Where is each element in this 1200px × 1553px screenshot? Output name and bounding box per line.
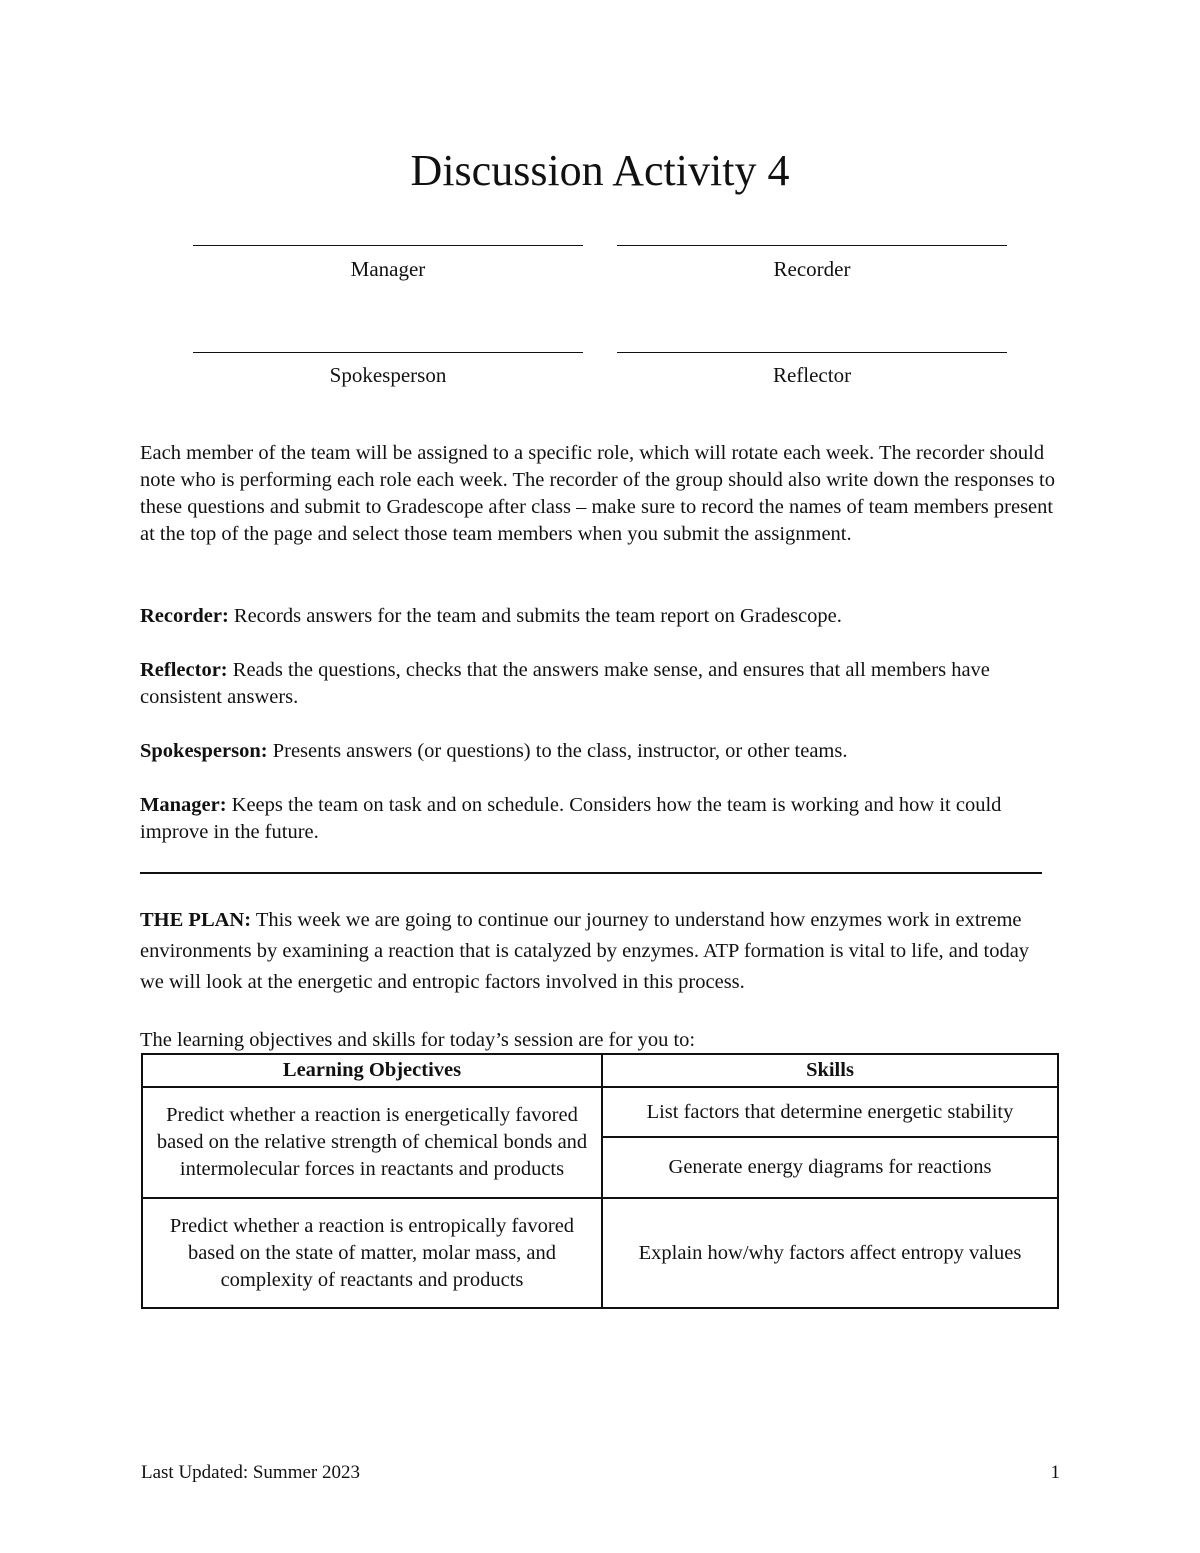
section-divider [140,872,1042,874]
recorder-label: Recorder [773,257,851,281]
table-header-row [142,1054,1058,1087]
role-text: Reads the questions, checks that the answers make sense, and ensures that all members have consistent answers. [140,659,990,708]
table-row [142,1198,1058,1308]
page-title: Discussion Activity 4 [410,146,790,195]
plan-paragraph [140,905,1055,998]
plan-label: THE PLAN: [140,909,252,931]
objectives-intro: The learning objectives and skills for today’s session are for you to: [140,1029,696,1051]
role-text: Keeps the team on task and on schedule. Considers how the team is working and how it could improve in the future. [140,794,1002,843]
manager-signature-line[interactable] [193,245,583,246]
footer-last-updated: Last Updated: Summer 2023 [141,1462,360,1483]
objective-cell: Predict whether a reaction is entropically favored based on the state of matter, molar mass, and complexity of reactants and products [142,1198,602,1308]
role-manager-description [140,792,1055,846]
objectives-table [141,1053,1059,1309]
role-reflector-description [140,657,1055,711]
header-skills: Skills [602,1054,1058,1087]
role-recorder-description [140,603,1055,630]
role-name: Recorder: [140,605,229,627]
role-text: Records answers for the team and submits the team report on Gradescope. [233,605,842,627]
recorder-signature-line[interactable] [617,245,1007,246]
role-name: Reflector: [140,659,228,681]
role-spokesperson-description [140,738,1055,765]
objective-cell: Predict whether a reaction is energetically favored based on the relative strength of chemical bonds and intermolecular forces in reactants and products [142,1087,602,1198]
spokesperson-signature-line[interactable] [193,352,583,353]
intro-paragraph: Each member of the team will be assigned to a specific role, which will rotate each week. The recorder should note who is performing each role each week. The recorder of the group should also write down the responses to these questions and submit to Gradescope after class – make sure to record the names of team members present at the top of the page and select those team members when you submit the assignment. [140,442,1056,545]
footer-page-number: 1 [1050,1462,1060,1483]
role-name: Manager: [140,794,227,816]
skill-cell: Generate energy diagrams for reactions [602,1137,1058,1198]
role-name: Spokesperson: [140,740,268,762]
skill-cell: Explain how/why factors affect entropy values [602,1198,1058,1308]
reflector-signature-line[interactable] [617,352,1007,353]
spokesperson-label: Spokesperson [329,363,447,387]
manager-label: Manager [350,257,426,281]
plan-text: This week we are going to continue our journey to understand how enzymes work in extreme environments by examining a reaction that is catalyzed by enzymes. ATP formation is vital to life, and today we will look at the energetic and entropic factors involved in this process. [140,909,1030,993]
skill-cell: List factors that determine energetic stability [602,1087,1058,1137]
header-learning-objectives: Learning Objectives [142,1054,602,1087]
role-text: Presents answers (or questions) to the class, instructor, or other teams. [272,740,848,762]
table-row [142,1087,1058,1137]
reflector-label: Reflector [772,363,852,387]
